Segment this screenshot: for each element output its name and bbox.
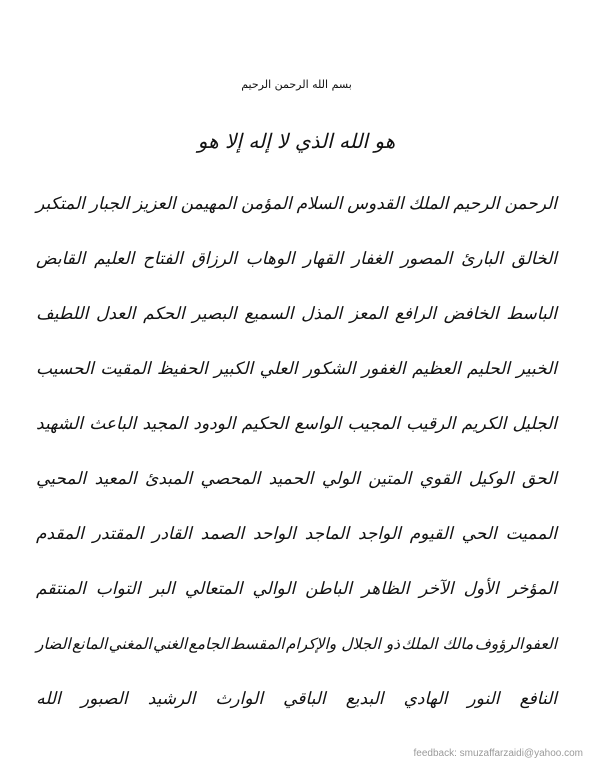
divine-name: القهار — [303, 248, 344, 269]
divine-name: العظيم — [412, 358, 461, 379]
divine-name: المغني — [108, 634, 152, 653]
divine-name: السلام — [296, 193, 343, 214]
divine-name: الماجد — [304, 523, 350, 544]
names-row — [36, 671, 557, 726]
divine-name: المنتقم — [36, 578, 86, 599]
divine-name: المقسط — [230, 634, 285, 653]
divine-name: المتكبر — [36, 193, 85, 214]
divine-name: الوهاب — [245, 248, 295, 269]
divine-name: الواحد — [252, 523, 296, 544]
names-row — [36, 176, 557, 231]
divine-name: السميع — [244, 303, 294, 324]
divine-name: الغني — [153, 634, 188, 653]
divine-name: الحليم — [467, 358, 510, 379]
divine-name: الحفيظ — [156, 358, 208, 379]
divine-name: المؤخر — [508, 578, 557, 599]
names-of-allah-list — [36, 176, 557, 726]
divine-name: الآخر — [419, 578, 454, 599]
divine-name: النافع — [519, 688, 557, 709]
divine-name: الشهيد — [36, 413, 84, 434]
divine-name: الحكم — [143, 303, 185, 324]
divine-name: اللطيف — [36, 303, 89, 324]
divine-name: المانع — [72, 634, 108, 653]
divine-name: الرشيد — [147, 688, 196, 709]
divine-name: المقيت — [100, 358, 151, 379]
divine-name: الغفار — [351, 248, 393, 269]
divine-name: الودود — [193, 413, 236, 434]
divine-name: الصمد — [200, 523, 245, 544]
divine-name: الهادي — [403, 688, 448, 709]
divine-name: الصبور — [80, 688, 128, 709]
divine-name: الواسع — [294, 413, 342, 434]
divine-name: الباسط — [506, 303, 557, 324]
divine-name: المجيب — [347, 413, 400, 434]
divine-name: الخالق — [511, 248, 557, 269]
divine-name: القدوس — [347, 193, 404, 214]
divine-name: المذل — [301, 303, 343, 324]
divine-name: القوي — [419, 468, 461, 489]
divine-name: العزيز — [134, 193, 176, 214]
divine-name: المتعالي — [184, 578, 243, 599]
divine-name: الجبار — [89, 193, 130, 214]
bismillah-heading: بسم الله الرحمن الرحيم — [241, 78, 352, 91]
divine-name: الحي — [461, 523, 497, 544]
divine-name: ذو الجلال والإكرام — [285, 634, 401, 653]
divine-name: الرقيب — [406, 413, 456, 434]
feedback-footer: feedback: smuzaffarzaidi@yahoo.com — [413, 748, 583, 759]
divine-name: القابض — [36, 248, 86, 269]
names-row — [36, 341, 557, 396]
divine-name: الملك — [408, 193, 449, 214]
divine-name: الضار — [36, 634, 71, 653]
divine-name: الوالي — [252, 578, 296, 599]
divine-name: الرؤوف — [474, 634, 524, 653]
divine-name: البديع — [345, 688, 384, 709]
divine-name: المعيد — [94, 468, 137, 489]
divine-name: القيوم — [409, 523, 453, 544]
divine-name: الظاهر — [361, 578, 410, 599]
divine-name: الرحمن — [504, 193, 557, 214]
divine-name: الرزاق — [191, 248, 238, 269]
divine-name: مالك الملك — [401, 634, 474, 653]
divine-name: المصور — [400, 248, 453, 269]
names-row — [36, 231, 557, 286]
divine-name: المعز — [349, 303, 388, 324]
divine-name: الحكيم — [241, 413, 289, 434]
names-row — [36, 286, 557, 341]
names-row — [36, 396, 557, 451]
divine-name: المقدم — [36, 523, 84, 544]
divine-name: الولي — [321, 468, 360, 489]
divine-name: المتين — [368, 468, 412, 489]
divine-name: الوكيل — [468, 468, 514, 489]
divine-name: الوارث — [215, 688, 264, 709]
divine-name: البارئ — [461, 248, 503, 269]
divine-name: الفتاح — [143, 248, 183, 269]
divine-name: المحصي — [200, 468, 261, 489]
divine-name: العليم — [94, 248, 135, 269]
divine-name: الخافض — [443, 303, 499, 324]
divine-name: الكريم — [461, 413, 507, 434]
divine-name: العفو — [524, 634, 557, 653]
divine-name: المقتدر — [92, 523, 144, 544]
divine-name: الله — [36, 688, 61, 709]
divine-name: الجليل — [512, 413, 557, 434]
page-title: هو الله الذي لا إله إلا هو — [197, 129, 396, 153]
divine-name: البصير — [192, 303, 237, 324]
divine-name: الشكور — [303, 358, 356, 379]
divine-name: القادر — [152, 523, 192, 544]
names-row — [36, 451, 557, 506]
names-row — [36, 561, 557, 616]
divine-name: المبدئ — [145, 468, 193, 489]
divine-name: الأول — [463, 578, 499, 599]
divine-name: الجامع — [188, 634, 229, 653]
divine-name: العلي — [259, 358, 298, 379]
divine-name: الحسيب — [36, 358, 94, 379]
names-row — [36, 506, 557, 561]
divine-name: المؤمن — [241, 193, 292, 214]
divine-name: الباقي — [283, 688, 326, 709]
divine-name: الرافع — [394, 303, 437, 324]
divine-name: المهيمن — [180, 193, 237, 214]
divine-name: المجيد — [142, 413, 188, 434]
names-row — [36, 616, 557, 671]
divine-name: العدل — [96, 303, 136, 324]
divine-name: البر — [150, 578, 175, 599]
divine-name: الحميد — [268, 468, 314, 489]
divine-name: الحق — [521, 468, 557, 489]
divine-name: النور — [467, 688, 500, 709]
divine-name: الخبير — [516, 358, 557, 379]
divine-name: الكبير — [214, 358, 254, 379]
divine-name: الرحيم — [453, 193, 500, 214]
divine-name: التواب — [95, 578, 141, 599]
divine-name: الباعث — [89, 413, 137, 434]
divine-name: الواجد — [358, 523, 401, 544]
divine-name: الغفور — [361, 358, 406, 379]
divine-name: الباطن — [305, 578, 352, 599]
divine-name: المحيي — [36, 468, 87, 489]
divine-name: المميت — [505, 523, 557, 544]
